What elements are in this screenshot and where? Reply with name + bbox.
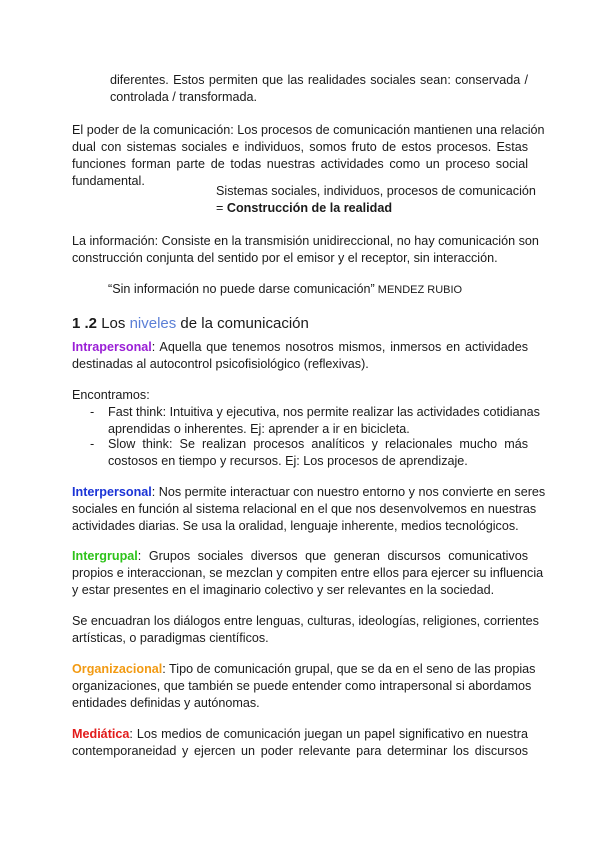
equals-sign: = [216,201,227,215]
text-line: controlada / transformada. [110,90,258,104]
formula-result: Construcción de la realidad [226,201,393,215]
quote-author: MENDEZ RUBIO [374,284,463,296]
text-line: dual con sistemas sociales e individuos, somos fruto de estos procesos. Estas [72,140,528,154]
term-intrapersonal: Intrapersonal [72,340,152,354]
text-line: funciones forman parte de todas nuestras actividades como un proceso social [72,157,528,171]
intro-continuation [110,72,528,106]
text-line: aprendidas o inherentes. Ej: aprender a ir en bicicleta. [108,422,410,436]
text-segment: : Tipo de comunicación grupal, que se da en el seno de las propias [162,662,536,676]
quote [108,281,528,299]
dialogos-paragraph [72,613,539,647]
text-line: Se encuadran los diálogos entre lenguas, culturas, ideologías, religiones, corrientes [72,614,539,628]
text-line: Fast think: Intuitiva y ejecutiva, nos permite realizar las actividades cotidianas [108,405,540,419]
text-line: sociales en función al sistema relacional en el que nos desenvolvemos en nuestras [72,502,537,516]
section-title-pre: Los [97,315,130,332]
list-item [108,404,540,438]
text-line: destinadas al autocontrol psicofisiológico (reflexivas). [72,357,369,371]
section-title-post: de la comunicación [176,315,309,332]
term-organizacional: Organizacional [72,662,163,676]
term-mediatica: Mediática [72,727,130,741]
formula-line: Sistemas sociales, individuos, procesos de comunicación [216,184,536,198]
encontramos-label: Encontramos: [72,388,150,402]
text-segment: : Los medios de comunicación juegan un papel significativo en nuestra [129,727,528,741]
text-line: organizaciones, que también se puede entender como intrapersonal si abordamos [72,679,532,693]
text-line: fundamental. [72,174,145,188]
section-keyword: niveles [129,315,177,332]
text-line: Slow think: Se realizan procesos analíticos y relacionales mucho más [108,437,528,451]
text-line: actividades diarias. Se usa la oralidad, lenguaje inherente, medios tecnológicos. [72,519,519,533]
text-line: y estar presentes en el imaginario colectivo y ser relevantes en la sociedad. [72,583,495,597]
text-line: costosos en tiempo y recursos. Ej: Los procesos de aprendizaje. [108,454,468,468]
bullet-dash: - [90,405,95,419]
intrapersonal-paragraph [72,339,528,373]
text-line: construcción conjunta del sentido por el emisor y el receptor, sin interacción. [72,251,498,265]
term-intergrupal: Intergrupal [72,549,138,563]
text-line: El poder de la comunicación: Los procesos de comunicación mantienen una relación [72,123,545,137]
text-line: La información: Consiste en la transmisión unidireccional, no hay comunicación son [72,234,539,248]
section-heading [72,314,528,334]
list-item [108,436,528,470]
text-line: contemporaneidad y ejercen un poder relevante para determinar los discursos [72,744,528,758]
term-interpersonal: Interpersonal [72,485,152,499]
text-line: propios e interaccionan, se mezclan y compiten entre ellos para ejercer su influencia [72,566,544,580]
formula-block [216,183,536,217]
bullet-dash: - [90,437,95,451]
text-segment: : Nos permite interactuar con nuestro entorno y nos convierte en seres [151,485,546,499]
organizacional-paragraph [72,661,536,712]
section-number: 1 .2 [72,315,98,332]
mediatica-paragraph [72,726,528,760]
poder-paragraph [72,122,545,190]
text-line: diferentes. Estos permiten que las realidades sociales sean: conservada / [110,73,528,87]
text-segment: : Grupos sociales diversos que generan discursos comunicativos [137,549,528,563]
formula-result-line [216,200,528,217]
text-segment: : Aquella que tenemos nosotros mismos, inmersos en actividades [151,340,528,354]
informacion-paragraph [72,233,539,267]
quote-text: “Sin información no puede darse comunicación” [108,282,375,296]
interpersonal-paragraph [72,484,546,535]
text-line: artísticas, o paradigmas científicos. [72,631,269,645]
intergrupal-paragraph [72,548,544,599]
text-line: entidades definidas y autónomas. [72,696,260,710]
